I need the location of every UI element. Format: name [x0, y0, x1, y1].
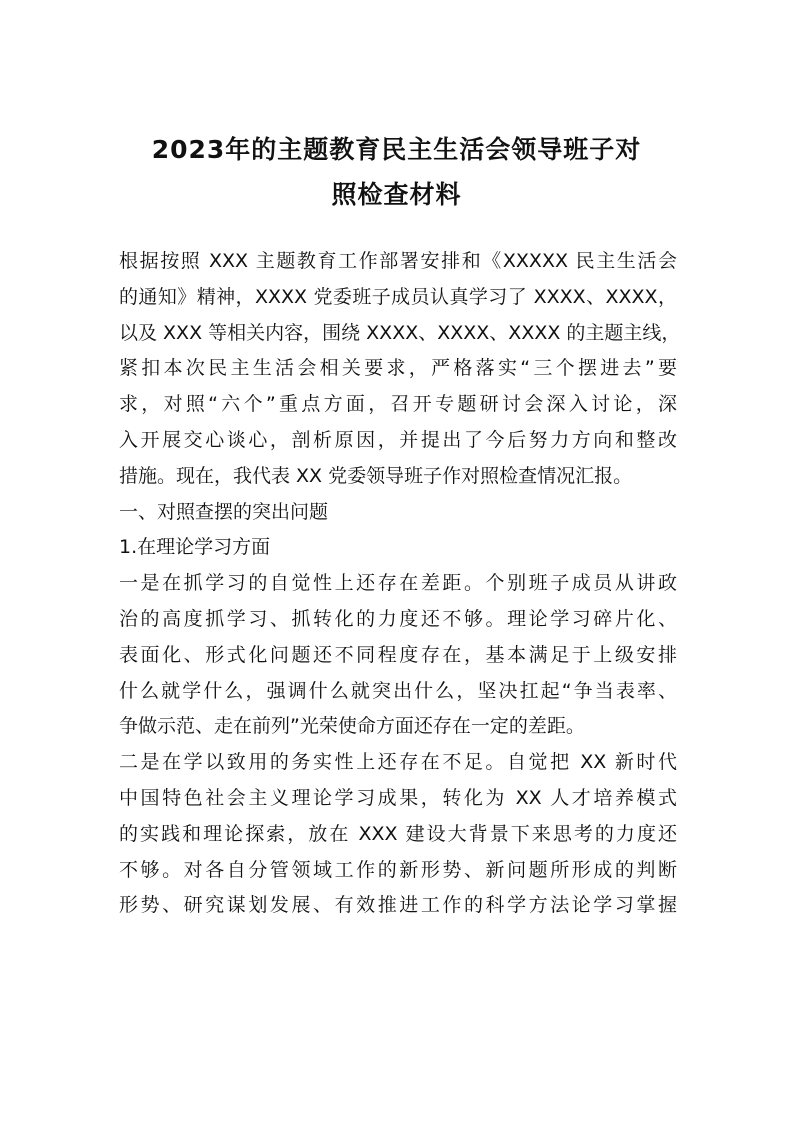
text-line: 什么就学什么，强调什么就突出什么，坚决扛起“争当表率、 [119, 679, 677, 702]
document-body [119, 244, 681, 924]
paragraph [119, 566, 677, 745]
text-line: 形势、研究谋划发展、有效推进工作的科学方法论学习掌握 [119, 894, 677, 917]
text-line: 二是在学以致用的务实性上还存在不足。自觉把 XX 新时代 [119, 751, 677, 774]
text-line: 一是在抓学习的自觉性上还存在差距。个别班子成员从讲政 [119, 572, 677, 595]
text-line: 不够。对各自分管领域工作的新形势、新问题所形成的判断 [119, 858, 677, 881]
paragraph [119, 244, 681, 495]
text-line: 入开展交心谈心，剖析原因，并提出了今后努力方向和整改 [119, 428, 677, 451]
text-line: 措施。现在，我代表 XX 党委领导班子作对照检查情况汇报。 [119, 464, 633, 487]
paragraph [119, 495, 677, 531]
text-line: 中国特色社会主义理论学习成果，转化为 XX 人才培养模式 [119, 786, 677, 809]
paragraph [119, 745, 677, 924]
text-line: 以及 XXX 等相关内容，围绕 XXXX、XXXX、XXXX 的主题主线， [119, 321, 681, 344]
text-line: 表面化、形式化问题还不同程度存在，基本满足于上级安排 [119, 643, 677, 666]
text-line: 治的高度抓学习、抓转化的力度还不够。理论学习碎片化、 [119, 607, 677, 630]
text-line: 一、对照查摆的突出问题 [119, 500, 329, 523]
text-line: 根据按照 XXX 主题教育工作部署安排和《XXXXX 民主生活会 [119, 250, 677, 272]
text-line: 的通知》精神，XXXX 党委班子成员认真学习了 XXXX、XXXX， [119, 285, 677, 308]
paragraph [119, 530, 677, 566]
document-title-line-1: 2023年的主题教育民主生活会领导班子对 [151, 135, 642, 164]
text-line: 1.在理论学习方面 [119, 536, 271, 559]
text-line: 争做示范、走在前列”光荣使命方面还存在一定的差距。 [119, 715, 585, 738]
document-title-line-2: 照检查材料 [331, 180, 462, 209]
text-line: 紧扣本次民主生活会相关要求，严格落实“三个摆进去”要 [119, 357, 677, 380]
text-line: 求，对照“六个”重点方面，召开专题研讨会深入讨论，深 [119, 393, 677, 416]
text-line: 的实践和理论探索，放在 XXX 建设大背景下来思考的力度还 [119, 822, 677, 845]
